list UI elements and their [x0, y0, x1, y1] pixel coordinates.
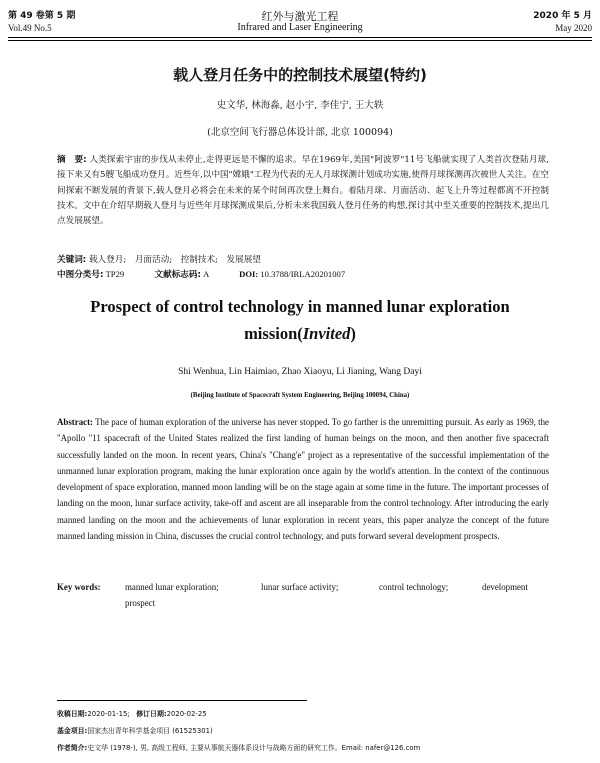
received-label: 收稿日期:	[57, 710, 88, 718]
header-rule	[8, 37, 592, 38]
keyword-en-item: lunar surface activity;	[261, 582, 339, 592]
footnote-author-bio	[57, 742, 570, 752]
affiliation-cn: (北京空间飞行器总体设计部, 北京 100094)	[207, 127, 393, 138]
keyword-en-item: manned lunar exploration;	[125, 582, 219, 592]
fund-value: 国家杰出青年科学基金项目 (61525301)	[87, 727, 213, 735]
abstract-cn	[57, 153, 549, 229]
footnote-rule	[57, 700, 307, 701]
fund-label: 基金项目:	[57, 727, 88, 735]
abstract-cn-label: 摘 要:	[57, 155, 87, 165]
header-rule-thin	[8, 40, 592, 41]
keywords-cn-label: 关键词:	[57, 255, 87, 265]
paper-title-cn: 载人登月任务中的控制技术展望(特约)	[173, 66, 427, 84]
author-bio-label: 作者简介:	[57, 744, 88, 752]
doi-label: DOI:	[239, 269, 259, 279]
abstract-en	[57, 414, 549, 544]
keywords-cn	[57, 253, 549, 265]
paper-title-en	[60, 293, 540, 347]
clc-label: 中图分类号:	[57, 270, 104, 280]
title-en-main: Prospect of control technology in manned lunar exploration mission(	[90, 297, 510, 343]
journal-name-cn: 红外与激光工程	[261, 10, 339, 23]
doi-value: 10.3788/IRLA20201007	[260, 269, 346, 279]
running-header	[8, 8, 592, 38]
doc-code-value: A	[203, 269, 209, 279]
received-date: 2020-01-15;	[87, 710, 130, 718]
keyword-en-item: development	[482, 582, 528, 592]
revised-label: 修订日期:	[136, 710, 167, 718]
volume-issue-en: Vol.49 No.5	[8, 23, 52, 33]
issue-date-cn: 2020 年 5 月	[533, 11, 592, 21]
authors-cn: 史文华, 林海淼, 赵小宇, 李佳宁, 王大轶	[216, 100, 384, 111]
authors-en: Shi Wenhua, Lin Haimiao, Zhao Xiaoyu, Li Jianing, Wang Dayi	[178, 367, 422, 377]
classification-line	[57, 268, 549, 280]
abstract-en-label: Abstract:	[57, 417, 93, 427]
keywords-cn-text: 载人登月; 月面活动; 控制技术; 发展展望	[88, 255, 261, 265]
affiliation-en: (Beijing Institute of Spacecraft System Engineering, Beijing 100094, China)	[190, 392, 410, 399]
abstract-cn-text: 人类探索宇宙的步伐从未停止,走得更远是不懈的追求。早在1969年,美国"阿波罗"11号飞船就实现了人类首次登陆月球,接下来又有5艘飞船成功登月。近些年,以中国"嫦娥"工程为代表的无人月球探测计划成功实施,使得月球探测再次被世人关注。在空间探索不断发展的背景下,载人登月必将会在未来的某个时间再次登上舞台。着陆月球、月面活动、起飞上升等过程都离不开控制技术。文中在介绍早期载人登月与近些年月球探测成果后,分析未来我国载人登月任务的构想,探讨其中至关重要的控制技术,提出几点发展展望。	[57, 155, 550, 227]
author-bio-value: 史文华 (1978-), 男, 高级工程师, 主要从事航天器体系设计与战略方面的研究工作。Email: nafer@126.com	[87, 744, 421, 752]
keyword-en-item: control technology;	[379, 582, 449, 592]
footnote-fund	[57, 725, 570, 735]
footnote-dates	[57, 708, 570, 718]
revised-date: 2020-02-25	[166, 710, 207, 718]
journal-name-en: Infrared and Laser Engineering	[237, 22, 363, 33]
keywords-en-label: Key words:	[57, 582, 101, 592]
title-en-invited: Invited	[302, 324, 351, 343]
volume-issue-cn: 第 49 卷第 5 期	[8, 11, 76, 21]
keyword-en-item: prospect	[125, 598, 156, 608]
doc-code-label: 文献标志码:	[154, 270, 201, 280]
issue-date-en: May 2020	[555, 23, 592, 33]
title-en-close: )	[350, 324, 356, 343]
clc-value: TP29	[105, 269, 125, 279]
abstract-en-text: The pace of human exploration of the universe has never stopped. To go farther is the unremitting pursuit. As early as 1969, the "Apollo "11 spacecraft of the United States realized the first landing of human beings on the moon, and then another five spacecraft successfully landed on the moon. In recent years, China's "Chang'e" project as a representative of the successful implementation of the unmanned lunar exploration program, making the lunar exploration once again by the world's attention. In the context of the continuous development of space exploration, manned moon landing will be on the stage again at some time in the future. The important processes of landing on the moon, lunar surface activity, take-off and ascent are all inseparable from the control technology. After introducing the early manned landing on the moon and the achievements of lunar exploration in recent years, this paper analyze the concept of the future manned landing mission in China, discusses the crucial control technology, and puts forward several development prospects.	[57, 417, 549, 542]
